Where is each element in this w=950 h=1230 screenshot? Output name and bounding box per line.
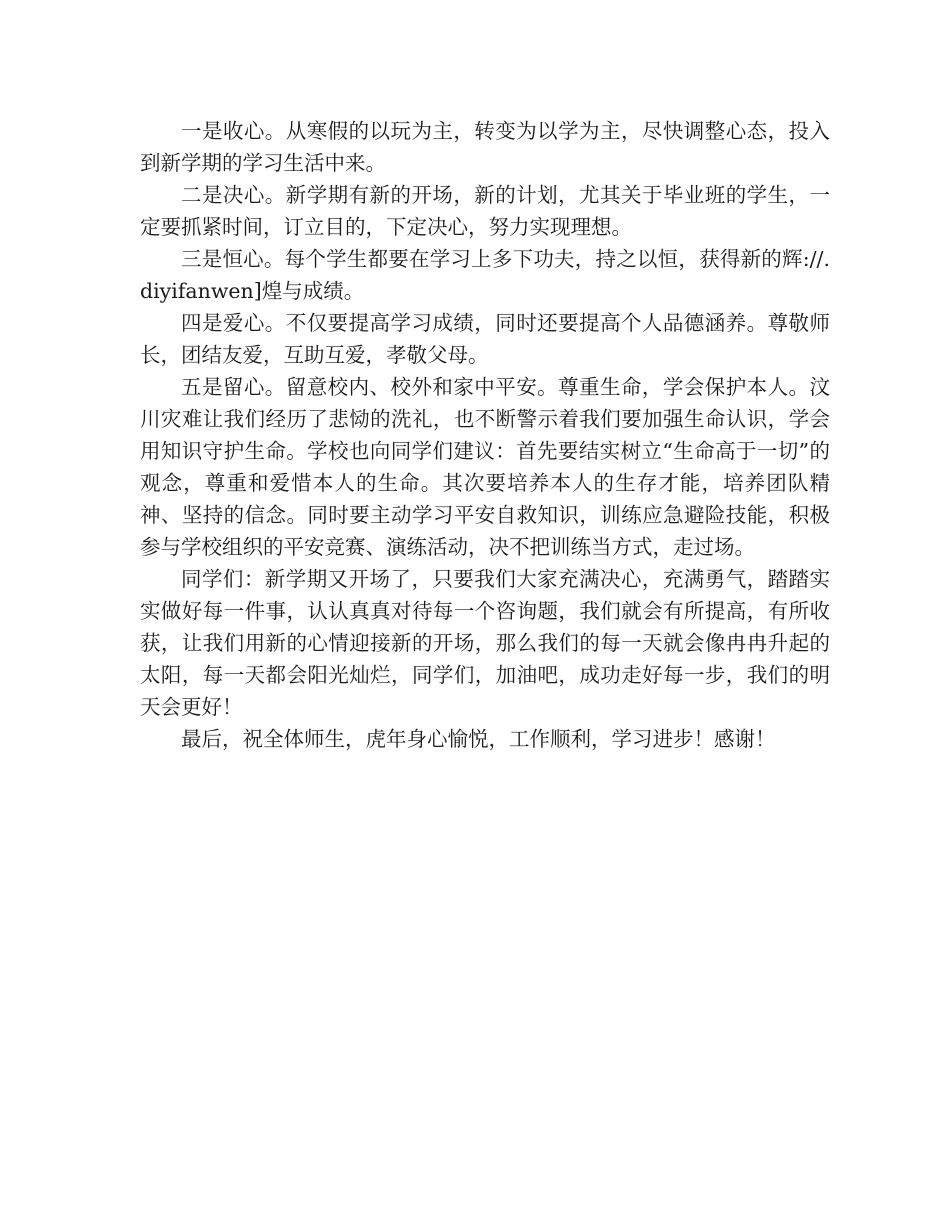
- paragraph-3: 三是恒心。每个学生都要在学习上多下功夫，持之以恒，获得新的辉://.diyifanwen]煌与成绩。: [140, 247, 830, 303]
- paragraph-1: 一是收心。从寒假的以玩为主，转变为以学为主，尽快调整心态，投入到新学期的学习生活中来。: [140, 119, 830, 175]
- paragraph-7: 最后，祝全体师生，虎年身心愉悦，工作顺利，学习进步！感谢！: [181, 727, 776, 751]
- paragraph-6: 同学们：新学期又开场了，只要我们大家充满决心，充满勇气，踏踏实实做好每一件事，认认真真对待每一个咨询题，我们就会有所提高，有所收获，让我们用新的心情迎接新的开场，那么我们的每一天就会像冉冉升起的太阳，每一天都会阳光灿烂，同学们，加油吧，成功走好每一步，我们的明天会更好！: [140, 567, 830, 719]
- paragraph-2: 二是决心。新学期有新的开场，新的计划，尤其关于毕业班的学生，一定要抓紧时间，订立目的，下定决心，努力实现理想。: [140, 183, 830, 239]
- document-body: [140, 115, 830, 755]
- paragraph-5: 五是留心。留意校内、校外和家中平安。尊重生命，学会保护本人。汶川灾难让我们经历了悲恸的洗礼，也不断警示着我们要加强生命认识，学会用知识守护生命。学校也向同学们建议：首先要结实树立“生命高于一切”的观念，尊重和爱惜本人的生命。其次要培养本人的生存才能，培养团队精神、坚持的信念。同时要主动学习平安自救知识，训练应急避险技能，积极参与学校组织的平安竞赛、演练活动，决不把训练当方式，走过场。: [140, 375, 830, 559]
- paragraph-4: 四是爱心。不仅要提高学习成绩，同时还要提高个人品德涵养。尊敬师长，团结友爱，互助互爱，孝敬父母。: [140, 311, 830, 367]
